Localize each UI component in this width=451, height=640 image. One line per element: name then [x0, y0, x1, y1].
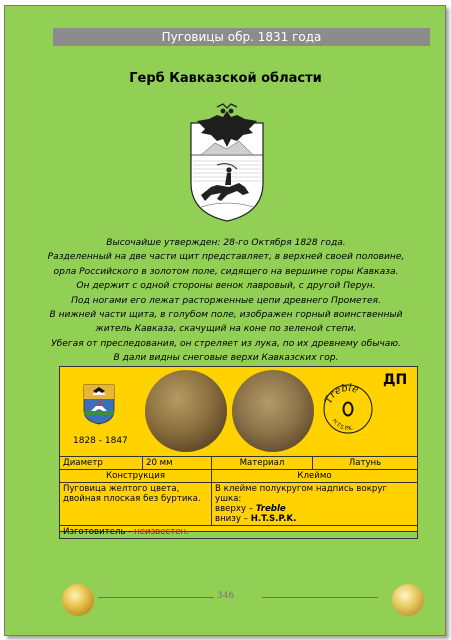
mark-top-prefix: вверху – — [215, 504, 256, 514]
button-front-photo — [145, 370, 227, 452]
material-value: Латунь — [313, 457, 418, 470]
mark-intro: В клейме полукругом надпись вокруг ушка: — [215, 484, 387, 504]
years-label: 1828 - 1847 — [73, 436, 128, 446]
description-line: Он держит с одной стороны венок лавровый, с другой Перун. — [76, 281, 376, 292]
description-line: Разделенный на две части щит представляет, в верхней своей половине, — [47, 252, 405, 263]
spec-row-maker — [60, 526, 418, 539]
description-line: Убегая от преследования, он стреляет из лука, по их древнему обычаю. — [51, 338, 401, 349]
button-spec-table — [59, 456, 418, 539]
maker-mark-stamp — [322, 381, 374, 441]
mark-top-value: Treble — [255, 504, 286, 514]
spec-row-dimensions — [60, 457, 418, 470]
description-line: Под ногами его лежат расторженные цепи древнего Прометея. — [71, 295, 381, 306]
description-line: В нижней части щита, в голубом поле, изображен горный воинственный — [49, 310, 403, 321]
svg-text:H.T.S.P.K. — [331, 418, 355, 432]
mark-bottom-value: H.T.S.P.K. — [250, 514, 297, 524]
construction-text: Пуговица желтого цвета, двойная плоская без буртика. — [60, 483, 212, 526]
page-header-bar: Пуговицы обр. 1831 года — [53, 28, 430, 46]
mark-bottom-prefix: внизу – — [215, 514, 251, 524]
stamp-bottom-text: H.T.S.P.K. — [330, 418, 355, 433]
coat-of-arms-description — [40, 236, 412, 366]
eagle-coin-icon — [62, 584, 94, 616]
category-badge: ДП — [383, 372, 408, 388]
diameter-label: Диаметр — [60, 457, 143, 470]
maker-value: неизвестен. — [134, 527, 189, 537]
description-line: Высочайше утвержден: 28-го Октября 1828 года. — [106, 238, 346, 248]
maker-label: Изготовитель - — [63, 527, 135, 537]
spec-row-headers — [60, 470, 418, 483]
material-label: Материал — [212, 457, 313, 470]
description-line: житель Кавказа, скачущий на коне по зеленой степи. — [95, 324, 357, 335]
description-line: орла Российского в золотом поле, сидящего на вершине горы Кавказа. — [53, 266, 399, 277]
button-back-photo — [232, 370, 314, 452]
description-line: В дали видны снеговые верхи Кавказских гор. — [113, 353, 339, 364]
coat-of-arms-illustration — [187, 103, 267, 223]
construction-header: Конструкция — [60, 470, 212, 483]
monogram-coin-icon — [392, 584, 424, 616]
mini-coat-of-arms-icon — [82, 381, 116, 425]
stamp-top-text: Treble — [323, 382, 360, 406]
page-number: 346 — [216, 591, 235, 601]
section-title: Герб Кавказской области — [129, 71, 322, 86]
mark-details — [212, 483, 418, 526]
diameter-value: 20 мм — [143, 457, 212, 470]
maker-cell — [60, 526, 418, 539]
mark-header: Клеймо — [212, 470, 418, 483]
spec-row-details — [60, 483, 418, 526]
